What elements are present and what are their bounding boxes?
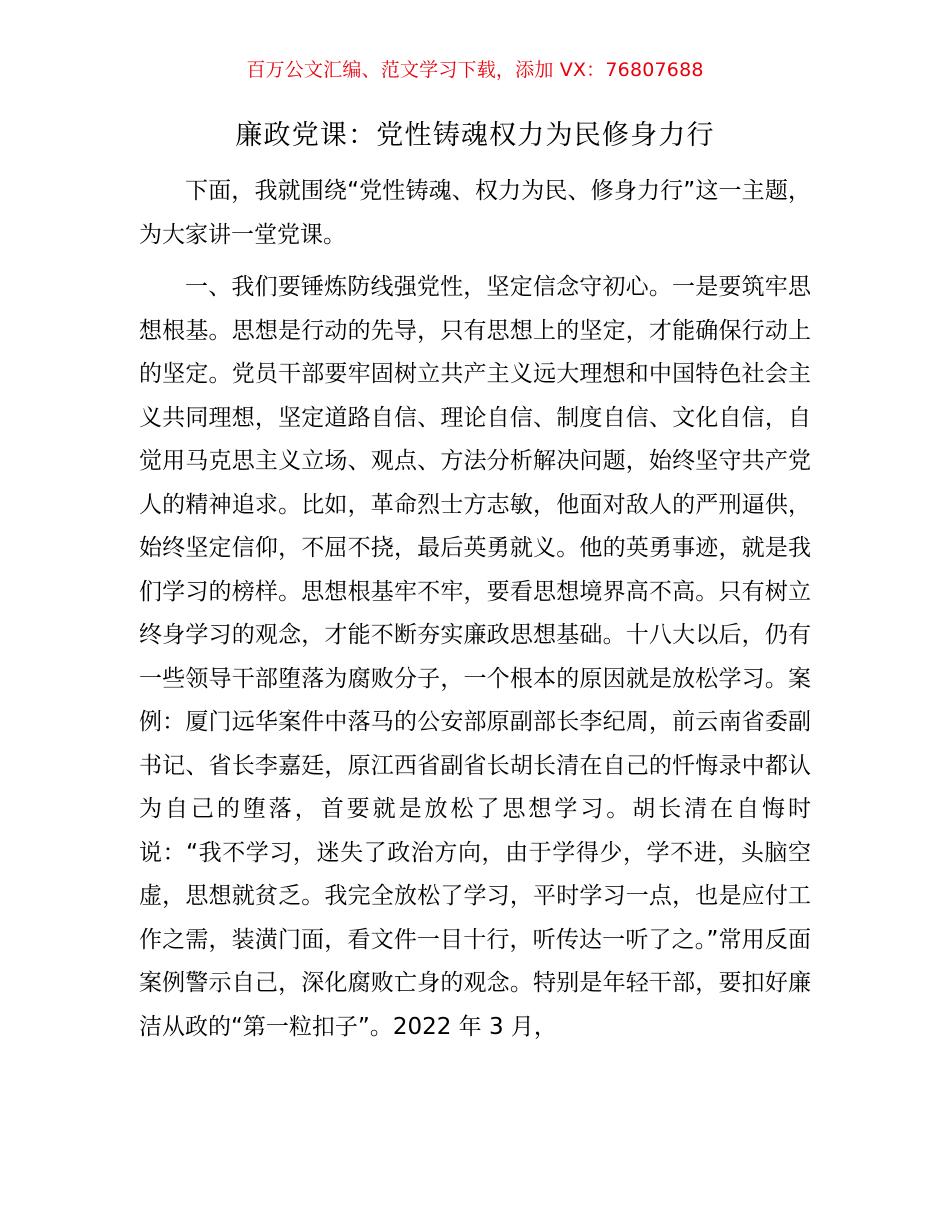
paragraph-section-one: 一、我们要锤炼防线强党性，坚定信念守初心。一是要筑牢思想根基。思想是行动的先导，只有思想上的坚定，才能确保行动上的坚定。党员干部要牢固树立共产主义远大理想和中国特色社会主义共同理想，坚定道路自信、理论自信、制度自信、文化自信，自觉用马克思主义立场、观点、方法分析解决问题，始终坚守共产党人的精神追求。比如，革命烈士方志敏，他面对敌人的严刑逼供，始终坚定信仰，不屈不挠，最后英勇就义。他的英勇事迹，就是我们学习的榜样。思想根基牢不牢，要看思想境界高不高。只有树立终身学习的观念，才能不断夯实廉政思想基础。十八大以后，仍有一些领导干部堕落为腐败分子，一个根本的原因就是放松学习。案例：厦门远华案件中落马的公安部原副部长李纪周，前云南省委副书记、省长李嘉廷，原江西省副省长胡长清在自己的忏悔录中都认为自己的堕落，首要就是放松了思想学习。胡长清在自悔时说：“我不学习，迷失了政治方向，由于学得少，学不进，头脑空虚，思想就贫乏。我完全放松了学习，平时学习一点，也是应付工作之需，装潢门面，看文件一目十行，听传达一听了之。”常用反面案例警示自己，深化腐败亡身的观念。特别是年轻干部，要扣好廉洁从政的“第一粒扣子”。2022 年 3 月， (139, 274, 811, 1040)
document-title: 廉政党课：党性铸魂权力为民修身力行 (235, 120, 715, 151)
watermark-header: 百万公文汇编、范文学习下载，添加 VX：76807688 (246, 59, 704, 81)
document-body (139, 170, 811, 1049)
paragraph-intro: 下面，我就围绕“党性铸魂、权力为民、修身力行”这一主题，为大家讲一堂党课。 (139, 178, 811, 248)
